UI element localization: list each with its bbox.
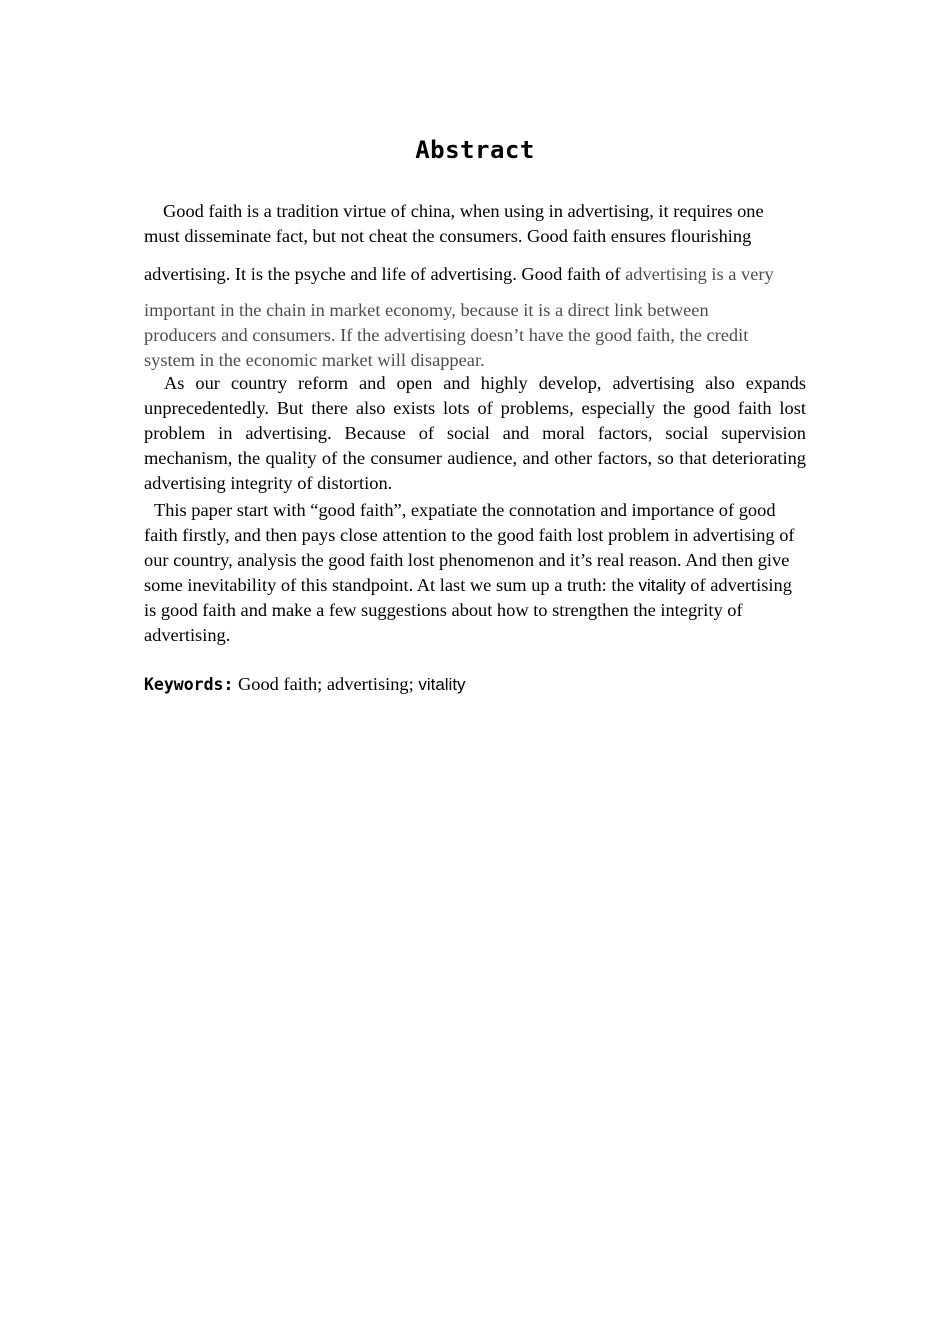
paragraph-3-text-after: of advertising is good faith and make a few suggestions about how to strengthen the integrity of advertising. bbox=[144, 575, 792, 645]
keywords-line bbox=[144, 672, 806, 697]
paragraph-1-line-6: system in the economic market will disappear. bbox=[144, 350, 485, 370]
paragraph-1-line-1: Good faith is a tradition virtue of china, when using in advertising, it requires one bbox=[163, 201, 764, 221]
paragraph-3-text-before: This paper start with “good faith”, expatiate the connotation and importance of good faith firstly, and then pays close attention to the good faith lost problem in advertising of our country, analysis the good faith lost phenomenon and it’s real reason. And then give some inevitability of this standpoint. At last we sum up a truth: the bbox=[144, 500, 795, 595]
abstract-paragraph-2: As our country reform and open and highly develop, advertising also expands unprecedentedly. But there also exists lots of problems, especially the good faith lost problem in advertising. Because of social and moral factors, social supervision mechanism, the quality of the consumer audience, and other factors, so that deteriorating advertising integrity of distortion. bbox=[144, 373, 806, 493]
paragraph-3-vitality-word: vitality bbox=[638, 576, 686, 595]
paragraph-1-line-4: important in the chain in market economy, because it is a direct link between bbox=[144, 300, 709, 320]
paragraph-1-line-2: must disseminate fact, but not cheat the consumers. Good faith ensures flourishing bbox=[144, 226, 752, 246]
keywords-label: Keywords: bbox=[144, 675, 234, 694]
abstract-paragraph-1 bbox=[144, 199, 806, 373]
keywords-text: Good faith; advertising; bbox=[238, 674, 419, 694]
paragraph-1-line-3-main: advertising. It is the psyche and life of advertising. Good faith of bbox=[144, 264, 626, 284]
paragraph-1-line-3 bbox=[144, 262, 806, 287]
paragraph-1-line-3-faded: advertising is a very bbox=[625, 264, 774, 284]
keywords-last-word: vitality bbox=[418, 675, 466, 694]
page-title: Abstract bbox=[415, 136, 535, 164]
abstract-paragraph-3 bbox=[144, 498, 806, 648]
paragraph-1-line-5: producers and consumers. If the advertising doesn’t have the good faith, the credit bbox=[144, 325, 749, 345]
